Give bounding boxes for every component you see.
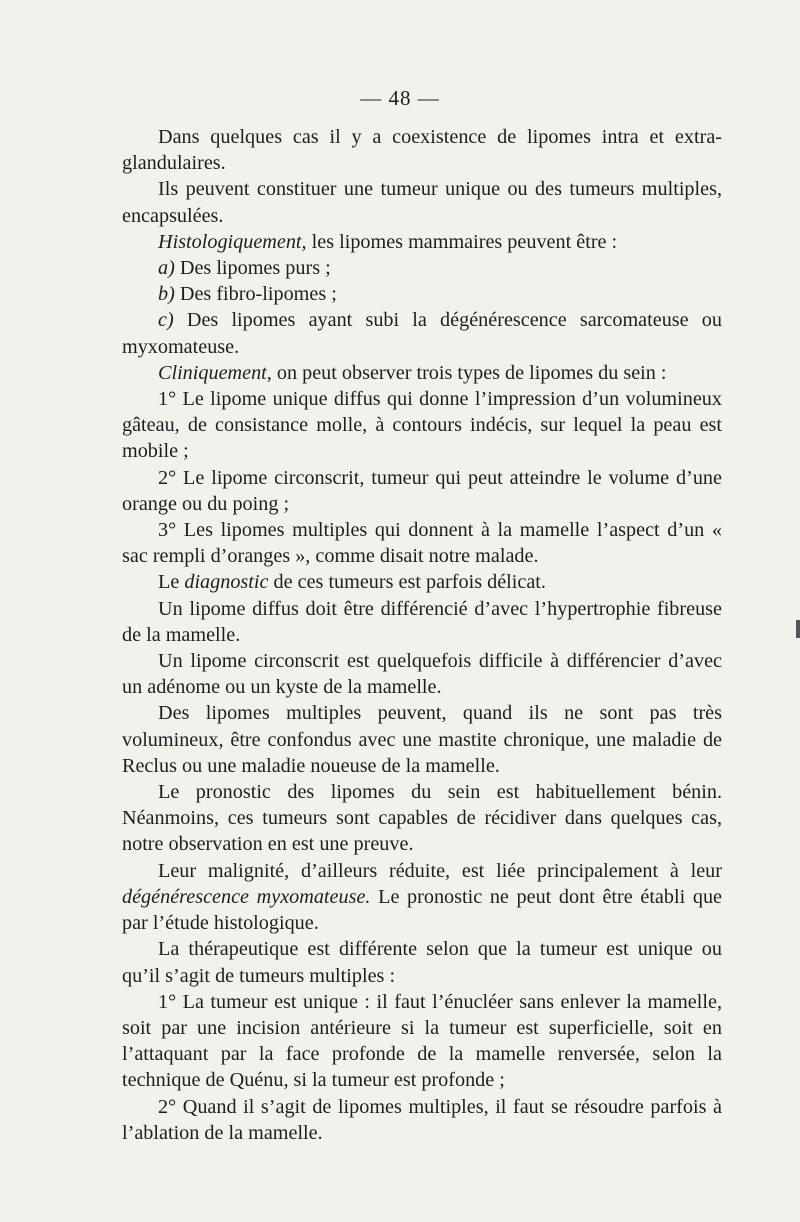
list-item bbox=[122, 281, 722, 307]
paragraph: La thérapeutique est différente selon que la tumeur est unique ou qu’il s’agit de tumeurs multiples : bbox=[122, 938, 722, 987]
numbered-item: 2° Quand il s’agit de lipomes multiples, il faut se résoudre parfois à l’ablation de la mamelle. bbox=[122, 1095, 722, 1144]
list-marker: a) bbox=[158, 257, 175, 280]
paragraph: Le pronostic des lipomes du sein est habituellement bénin. Néanmoins, ces tumeurs sont capables de récidiver dans quelques cas, notre observation en est une preuve. bbox=[122, 781, 722, 856]
paragraph bbox=[122, 360, 722, 386]
list-item-text: Des lipomes purs ; bbox=[174, 257, 331, 280]
paragraph bbox=[122, 229, 722, 255]
paragraph bbox=[122, 858, 722, 937]
paragraph: Des lipomes multiples peuvent, quand ils ne sont pas très volumineux, être confondus avec une mastite chronique, une maladie de Reclus ou une maladie noueuse de la mamelle. bbox=[122, 702, 722, 777]
list-item bbox=[122, 307, 722, 359]
paragraph-text: Le pronostic ne peut dont être établi que par l’étude histologique. bbox=[122, 885, 722, 935]
paragraph-text: on peut observer trois types de lipomes du sein : bbox=[271, 361, 667, 384]
numbered-item: 2° Le lipome circonscrit, tumeur qui peut atteindre le volume d’une orange ou du poing ; bbox=[122, 466, 722, 515]
list-item-text: Des fibro-lipomes ; bbox=[174, 283, 337, 306]
italic-term: diagnostic bbox=[184, 571, 269, 594]
paragraph-text: Leur malignité, d’ailleurs réduite, est liée principalement à leur bbox=[158, 859, 722, 882]
paragraph: Dans quelques cas il y a coexistence de lipomes intra et extra-glandulaires. bbox=[122, 126, 722, 175]
paragraph bbox=[122, 569, 722, 595]
paragraph-text: de ces tumeurs est parfois délicat. bbox=[268, 571, 546, 594]
list-item-text: Des lipomes ayant subi la dégénérescence sarcomateuse ou myxomateuse. bbox=[122, 309, 722, 358]
italic-term: Cliniquement, bbox=[158, 361, 272, 384]
numbered-item: 3° Les lipomes multiples qui donnent à la mamelle l’aspect d’un « sac rempli d’oranges », comme disait notre malade. bbox=[122, 519, 722, 568]
paragraph-text: Le bbox=[158, 571, 185, 594]
list-item bbox=[122, 255, 722, 281]
paragraph: Un lipome diffus doit être différencié d’avec l’hypertrophie fibreuse de la mamelle. bbox=[122, 597, 722, 646]
list-marker: b) bbox=[158, 283, 175, 306]
list-marker: c) bbox=[158, 309, 174, 332]
body-text bbox=[122, 124, 722, 1146]
paragraph: Ils peuvent constituer une tumeur unique ou des tumeurs multiples, encapsulées. bbox=[122, 178, 722, 227]
italic-term: Histologiquement, bbox=[158, 230, 307, 253]
numbered-item: 1° Le lipome unique diffus qui donne l’impression d’un volumineux gâteau, de consistance molle, à contours indécis, sur lequel la peau est mobile ; bbox=[122, 388, 722, 463]
page-number: — 48 — bbox=[360, 86, 440, 110]
numbered-item: 1° La tumeur est unique : il faut l’énucléer sans enlever la mamelle, soit par une incision antérieure si la tumeur est superficielle, soit en l’attaquant par la face profonde de la mamelle renversée, selon la technique de Quénu, si la tumeur est profonde ; bbox=[122, 990, 722, 1092]
italic-term: dégénérescence myxomateuse. bbox=[122, 885, 371, 908]
paragraph-text: les lipomes mammaires peuvent être : bbox=[306, 230, 618, 253]
scan-edge-mark bbox=[796, 620, 800, 638]
paragraph: Un lipome circonscrit est quelquefois difficile à différencier d’avec un adénome ou un kyste de la mamelle. bbox=[122, 650, 722, 699]
